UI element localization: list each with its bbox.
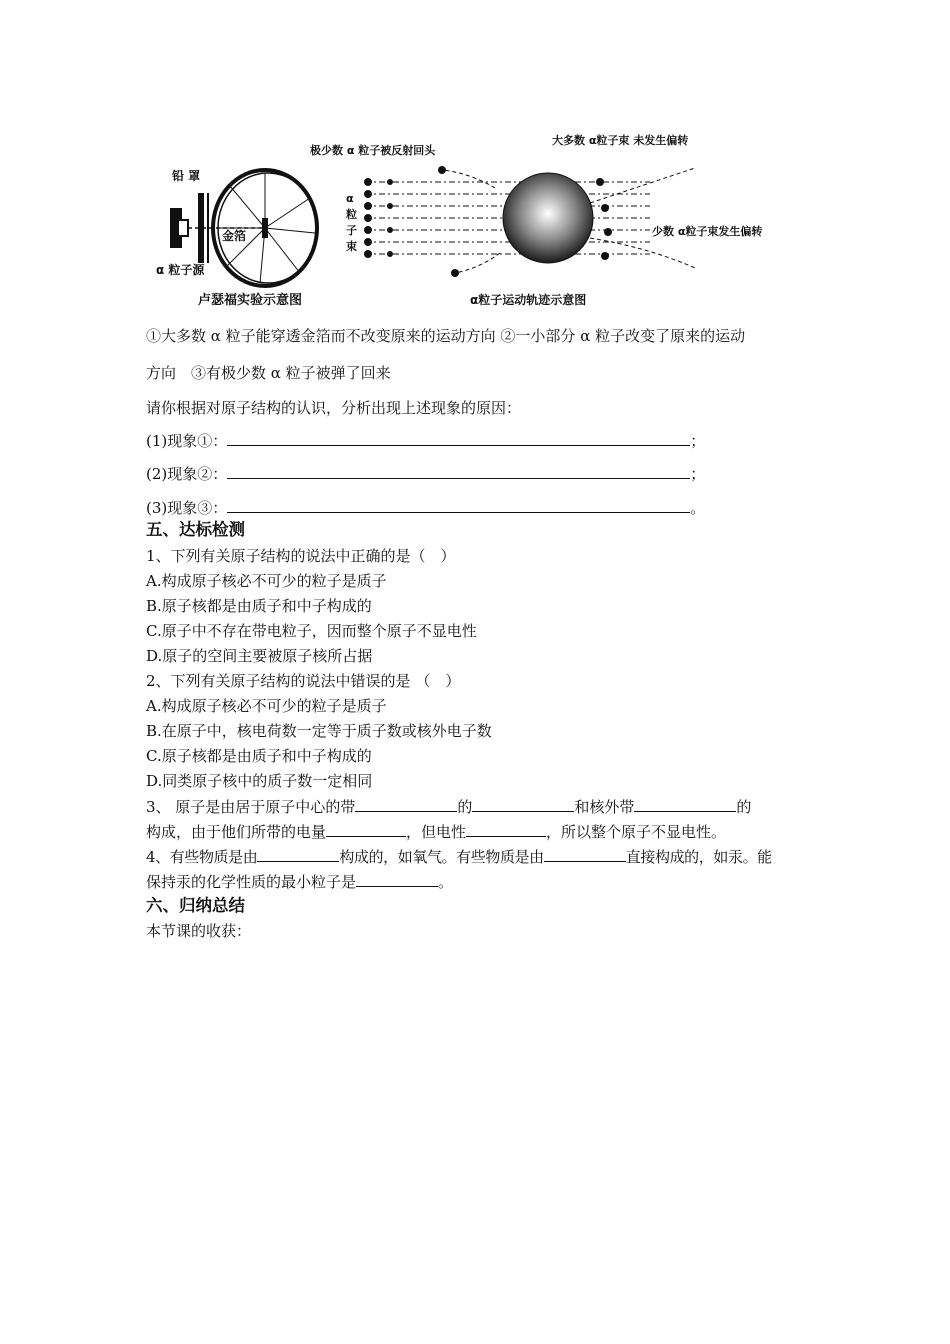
question-phenomenon-2 [146,463,705,484]
question-1-option-d: D.原子的空间主要被原子核所占据 [146,647,373,665]
phenomenon-3-label: (3)现象③： [146,499,228,517]
label-incoming-4: 束 [346,240,357,253]
phenomenon-2-label: (2)现象②： [146,465,228,483]
label-few-particles: 少数 α粒子束发生偏转 [652,225,763,238]
question-1-option-c: C.原子中不存在带电粒子，因而整个原子不显电性 [146,622,477,640]
question-3-line-2 [146,821,726,842]
label-gold-foil: 金箔 [222,229,247,243]
question-4-line-2 [146,871,453,892]
trajectory-diagram [364,166,695,277]
q4-text-2: 构成的，如氧气。有些物质是由 [339,848,544,866]
label-incoming-1: α [346,192,354,205]
question-3-line-1 [146,796,751,817]
analysis-prompt: 请你根据对原子结构的认识，分析出现上述现象的原因： [146,399,522,417]
question-1-option-a: A.构成原子核必不可少的粒子是质子 [146,572,387,590]
summary-prompt: 本节课的收获： [146,922,252,940]
q4-blank-1[interactable] [257,846,339,862]
section-6-title: 六、归纳总结 [146,896,245,915]
rutherford-figure [150,128,810,313]
q3-blank-4[interactable] [326,821,406,837]
label-incoming-3: 子 [346,224,357,237]
observation-line-2: 方向 ③有极少数 α 粒子被弹了回来 [146,364,391,382]
q3-text-2: 的 [457,798,473,816]
question-phenomenon-3 [146,497,705,518]
phenomenon-1-end: ； [690,432,706,450]
label-incoming-2: 粒 [346,208,357,221]
label-most-particles: 大多数 α粒子束 未发生偏转 [552,134,689,147]
q4-blank-2[interactable] [544,846,626,862]
question-2: 2、下列有关原子结构的说法中错误的是 （ ） [146,672,461,690]
question-2-option-a: A.构成原子核必不可少的粒子是质子 [146,697,387,715]
q3-blank-5[interactable] [466,821,546,837]
label-reflect: 极少数 α 粒子被反射回头 [310,144,436,157]
phenomenon-3-end: 。 [690,499,706,517]
q3-blank-3[interactable] [634,796,736,812]
label-pencil: 铅 罩 [172,169,201,183]
q4-text-1: 4、有些物质是由 [146,848,258,866]
question-1: 1、下列有关原子结构的说法中正确的是（ ） [146,547,456,565]
q3-text-6: ，但电性 [406,823,467,841]
question-1-option-b: B.原子核都是由质子和中子构成的 [146,597,372,615]
question-2-option-b: B.在原子中，核电荷数一定等于质子数或核外电子数 [146,722,492,740]
q3-text-3: 和核外带 [574,798,635,816]
section-5-title: 五、达标检测 [146,520,245,539]
question-2-option-c: C.原子核都是由质子和中子构成的 [146,747,372,765]
q4-text-5: 。 [438,873,454,891]
q3-blank-2[interactable] [472,796,574,812]
q3-text-5: 构成，由于他们所带的电量 [146,823,327,841]
question-4-line-1 [146,846,772,867]
q3-text-4: 的 [736,798,752,816]
answer-blank-1[interactable] [227,430,690,446]
q4-text-3: 直接构成的，如汞。能 [625,848,772,866]
q3-text-1: 3、 原子是由居于原子中心的带 [146,798,356,816]
q3-text-7: ，所以整个原子不显电性。 [546,823,727,841]
label-alpha-source: α 粒子源 [156,263,205,277]
q3-blank-1[interactable] [355,796,457,812]
question-phenomenon-1 [146,430,705,451]
question-2-option-d: D.同类原子核中的质子数一定相同 [146,772,373,790]
caption-left: 卢瑟福实验示意图 [198,293,303,308]
phenomenon-2-end: ； [690,465,706,483]
q4-text-4: 保持汞的化学性质的最小粒子是 [146,873,357,891]
caption-right: α粒子运动轨迹示意图 [470,293,587,307]
observation-line-1: ①大多数 α 粒子能穿透金箔而不改变原来的运动方向 ②一小部分 α 粒子改变了原来的运动 [146,327,746,345]
phenomenon-1-label: (1)现象①： [146,432,228,450]
q4-blank-3[interactable] [356,871,438,887]
answer-blank-2[interactable] [227,463,690,479]
answer-blank-3[interactable] [227,497,690,513]
